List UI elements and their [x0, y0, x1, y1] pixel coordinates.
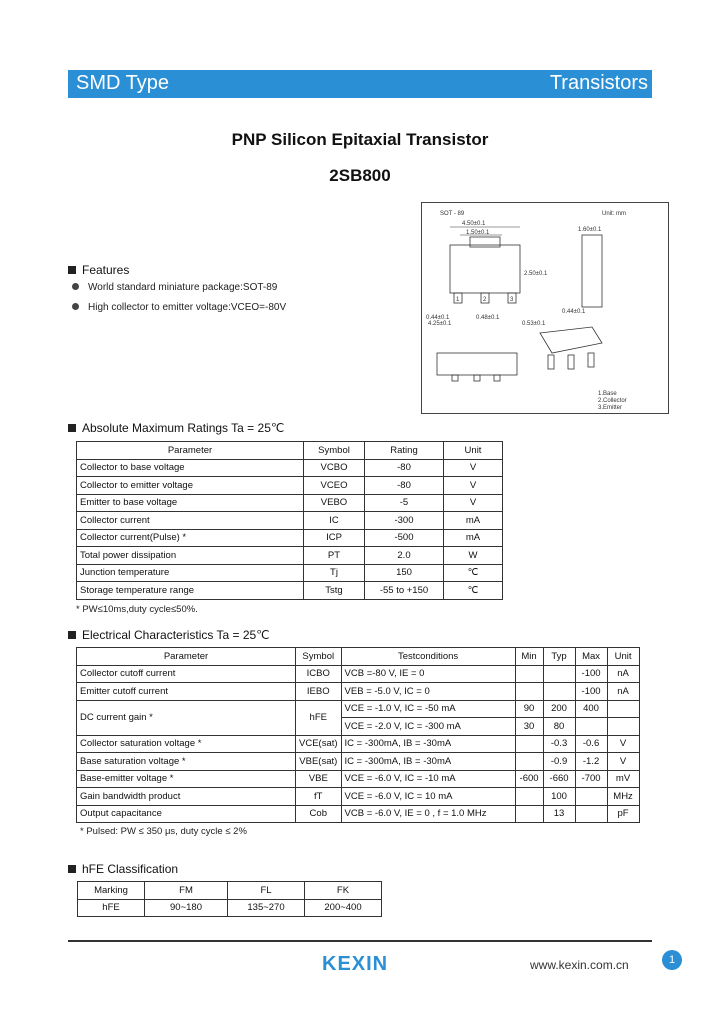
svg-text:4.50±0.1: 4.50±0.1 [462, 221, 486, 227]
electrical-characteristics-table [76, 647, 640, 823]
table-cell: Storage temperature range [77, 582, 304, 600]
table-cell: VBE [296, 770, 342, 788]
feature-item: High collector to emitter voltage:VCEO=-80V [72, 302, 286, 313]
table-row [77, 547, 503, 565]
table-cell [515, 665, 543, 683]
table-cell [575, 788, 607, 806]
table-cell: 80 [543, 718, 575, 736]
table-cell: V [607, 753, 639, 771]
table-cell: 2.0 [365, 547, 444, 565]
svg-text:0.44±0.1: 0.44±0.1 [426, 315, 450, 321]
table-cell: Collector cutoff current [77, 665, 296, 683]
header-category: SMD Type [76, 72, 169, 94]
svg-text:0.44±0.1: 0.44±0.1 [562, 309, 586, 315]
dot-bullet-icon [72, 303, 79, 310]
table-row [77, 735, 640, 753]
table-cell: pF [607, 805, 639, 823]
table-cell: ICP [304, 529, 365, 547]
table-cell: 13 [543, 805, 575, 823]
table-cell: V [444, 494, 503, 512]
table-cell: IC = -300mA, IB = -30mA [341, 735, 515, 753]
table-cell: Base saturation voltage * [77, 753, 296, 771]
table-row [77, 529, 503, 547]
table-header-row: Parameter Symbol Rating Unit [77, 442, 503, 460]
header-product-type: Transistors [549, 72, 648, 94]
unit-label: Unit: mm [602, 211, 626, 217]
table-cell: PT [304, 547, 365, 565]
svg-text:0.53±0.1: 0.53±0.1 [522, 321, 546, 327]
table-cell: Collector current(Pulse) * [77, 529, 304, 547]
table-cell: mA [444, 529, 503, 547]
square-bullet-icon [68, 266, 76, 274]
table-cell [515, 753, 543, 771]
table-cell: -100 [575, 665, 607, 683]
table-cell: -0.9 [543, 753, 575, 771]
svg-text:2.50±0.1: 2.50±0.1 [524, 271, 548, 277]
table-cell: Cob [296, 805, 342, 823]
table-row [77, 683, 640, 701]
table-cell: V [444, 477, 503, 495]
table-cell: VBE(sat) [296, 753, 342, 771]
table-cell: Collector to base voltage [77, 459, 304, 477]
table-cell: -80 [365, 477, 444, 495]
table-cell: -5 [365, 494, 444, 512]
table-cell: Tstg [304, 582, 365, 600]
table-cell: Tj [304, 564, 365, 582]
kexin-logo: KEXIN [322, 953, 389, 975]
table-cell: Total power dissipation [77, 547, 304, 565]
table-row [77, 512, 503, 530]
footer-divider [68, 940, 652, 942]
table-cell: Collector saturation voltage * [77, 735, 296, 753]
elec-note: * Pulsed: PW ≤ 350 μs, duty cycle ≤ 2% [80, 826, 247, 837]
table-cell: 150 [365, 564, 444, 582]
table-cell: Collector to emitter voltage [77, 477, 304, 495]
table-cell [543, 683, 575, 701]
table-row [77, 459, 503, 477]
package-drawing [421, 202, 669, 414]
svg-text:1.50±0.1: 1.50±0.1 [466, 230, 490, 236]
sot89-outline-drawing [422, 203, 668, 413]
table-cell: 400 [575, 700, 607, 718]
table-cell: ℃ [444, 564, 503, 582]
table-cell: -100 [575, 683, 607, 701]
table-cell: Emitter cutoff current [77, 683, 296, 701]
table-row [77, 788, 640, 806]
table-cell: fT [296, 788, 342, 806]
page-number-badge: 1 [662, 950, 682, 970]
dot-bullet-icon [72, 283, 79, 290]
table-cell: -0.6 [575, 735, 607, 753]
table-row [77, 494, 503, 512]
table-row [77, 805, 640, 823]
square-bullet-icon [68, 865, 76, 873]
square-bullet-icon [68, 631, 76, 639]
svg-text:3: 3 [510, 297, 514, 303]
page-title: PNP Silicon Epitaxial Transistor [231, 130, 489, 149]
table-row [77, 770, 640, 788]
elec-heading: Electrical Characteristics Ta = 25℃ [68, 628, 270, 642]
svg-text:3.Emitter: 3.Emitter [598, 405, 623, 411]
table-cell: V [444, 459, 503, 477]
table-cell [515, 735, 543, 753]
table-cell: VEB = -5.0 V, IC = 0 [341, 683, 515, 701]
abs-max-table [76, 441, 503, 600]
table-cell: VCB =-80 V, IE = 0 [341, 665, 515, 683]
table-cell [543, 665, 575, 683]
table-cell: Gain bandwidth product [77, 788, 296, 806]
abs-max-note: * PW≤10ms,duty cycle≤50%. [76, 604, 198, 615]
table-row [77, 477, 503, 495]
table-cell: -0.3 [543, 735, 575, 753]
table-cell: ℃ [444, 582, 503, 600]
header-banner [68, 70, 652, 98]
table-cell: -55 to +150 [365, 582, 444, 600]
svg-text:1.Base: 1.Base [598, 391, 617, 397]
table-cell: VCE(sat) [296, 735, 342, 753]
table-cell: Base-emitter voltage * [77, 770, 296, 788]
table-cell: VCE = -1.0 V, IC = -50 mA [341, 700, 515, 718]
table-cell: Junction temperature [77, 564, 304, 582]
table-cell: -1.2 [575, 753, 607, 771]
table-cell: Emitter to base voltage [77, 494, 304, 512]
table-cell: -500 [365, 529, 444, 547]
features-heading: Features [68, 263, 129, 277]
table-row [77, 753, 640, 771]
table-row [77, 665, 640, 683]
table-cell: DC current gain * [77, 700, 296, 735]
table-cell: nA [607, 665, 639, 683]
part-number: 2SB800 [329, 166, 391, 185]
table-cell: Collector current [77, 512, 304, 530]
package-name: SOT - 89 [440, 211, 465, 217]
table-cell: -700 [575, 770, 607, 788]
abs-max-heading: Absolute Maximum Ratings Ta = 25℃ [68, 421, 284, 435]
table-cell: -80 [365, 459, 444, 477]
table-cell: -600 [515, 770, 543, 788]
table-cell: 200 [543, 700, 575, 718]
table-cell: -660 [543, 770, 575, 788]
table-cell [575, 718, 607, 736]
table-cell: VCE = -6.0 V, IC = 10 mA [341, 788, 515, 806]
table-cell: -300 [365, 512, 444, 530]
table-row [77, 564, 503, 582]
table-cell [607, 700, 639, 718]
svg-text:2.Collector: 2.Collector [598, 398, 627, 404]
svg-text:1: 1 [456, 297, 460, 303]
table-header-row: Marking FM FL FK [78, 882, 382, 900]
table-cell: IC = -300mA, IB = -30mA [341, 753, 515, 771]
table-cell: Output capacitance [77, 805, 296, 823]
table-cell [515, 805, 543, 823]
table-cell: ICBO [296, 665, 342, 683]
table-cell: nA [607, 683, 639, 701]
svg-text:0.48±0.1: 0.48±0.1 [476, 315, 500, 321]
table-row [77, 700, 640, 718]
table-cell: mV [607, 770, 639, 788]
table-cell: 30 [515, 718, 543, 736]
table-cell [515, 683, 543, 701]
feature-item: World standard miniature package:SOT-89 [72, 282, 277, 293]
table-cell: VCB = -6.0 V, IE = 0 , f = 1.0 MHz [341, 805, 515, 823]
table-cell: MHz [607, 788, 639, 806]
table-cell: VCE = -6.0 V, IC = -10 mA [341, 770, 515, 788]
table-cell [575, 805, 607, 823]
table-cell: VEBO [304, 494, 365, 512]
table-cell: hFE [296, 700, 342, 735]
svg-text:2: 2 [483, 297, 487, 303]
table-cell: 100 [543, 788, 575, 806]
square-bullet-icon [68, 424, 76, 432]
svg-text:4.25±0.1: 4.25±0.1 [428, 321, 452, 327]
table-cell: 90 [515, 700, 543, 718]
table-cell: IEBO [296, 683, 342, 701]
table-header-row: Parameter Symbol Testconditions Min Typ Max Unit [77, 648, 640, 666]
table-cell: mA [444, 512, 503, 530]
table-row [77, 582, 503, 600]
table-cell: VCE = -2.0 V, IC = -300 mA [341, 718, 515, 736]
table-cell: VCBO [304, 459, 365, 477]
table-cell: IC [304, 512, 365, 530]
table-row: hFE 90~180 135~270 200~400 [78, 899, 382, 917]
table-cell: W [444, 547, 503, 565]
table-cell [607, 718, 639, 736]
table-cell: V [607, 735, 639, 753]
hfe-classification-table [77, 881, 382, 917]
footer-url[interactable]: www.kexin.com.cn [530, 958, 629, 972]
table-cell: VCEO [304, 477, 365, 495]
hfe-heading: hFE Classification [68, 862, 178, 876]
table-cell [515, 788, 543, 806]
svg-text:1.60±0.1: 1.60±0.1 [578, 227, 602, 233]
